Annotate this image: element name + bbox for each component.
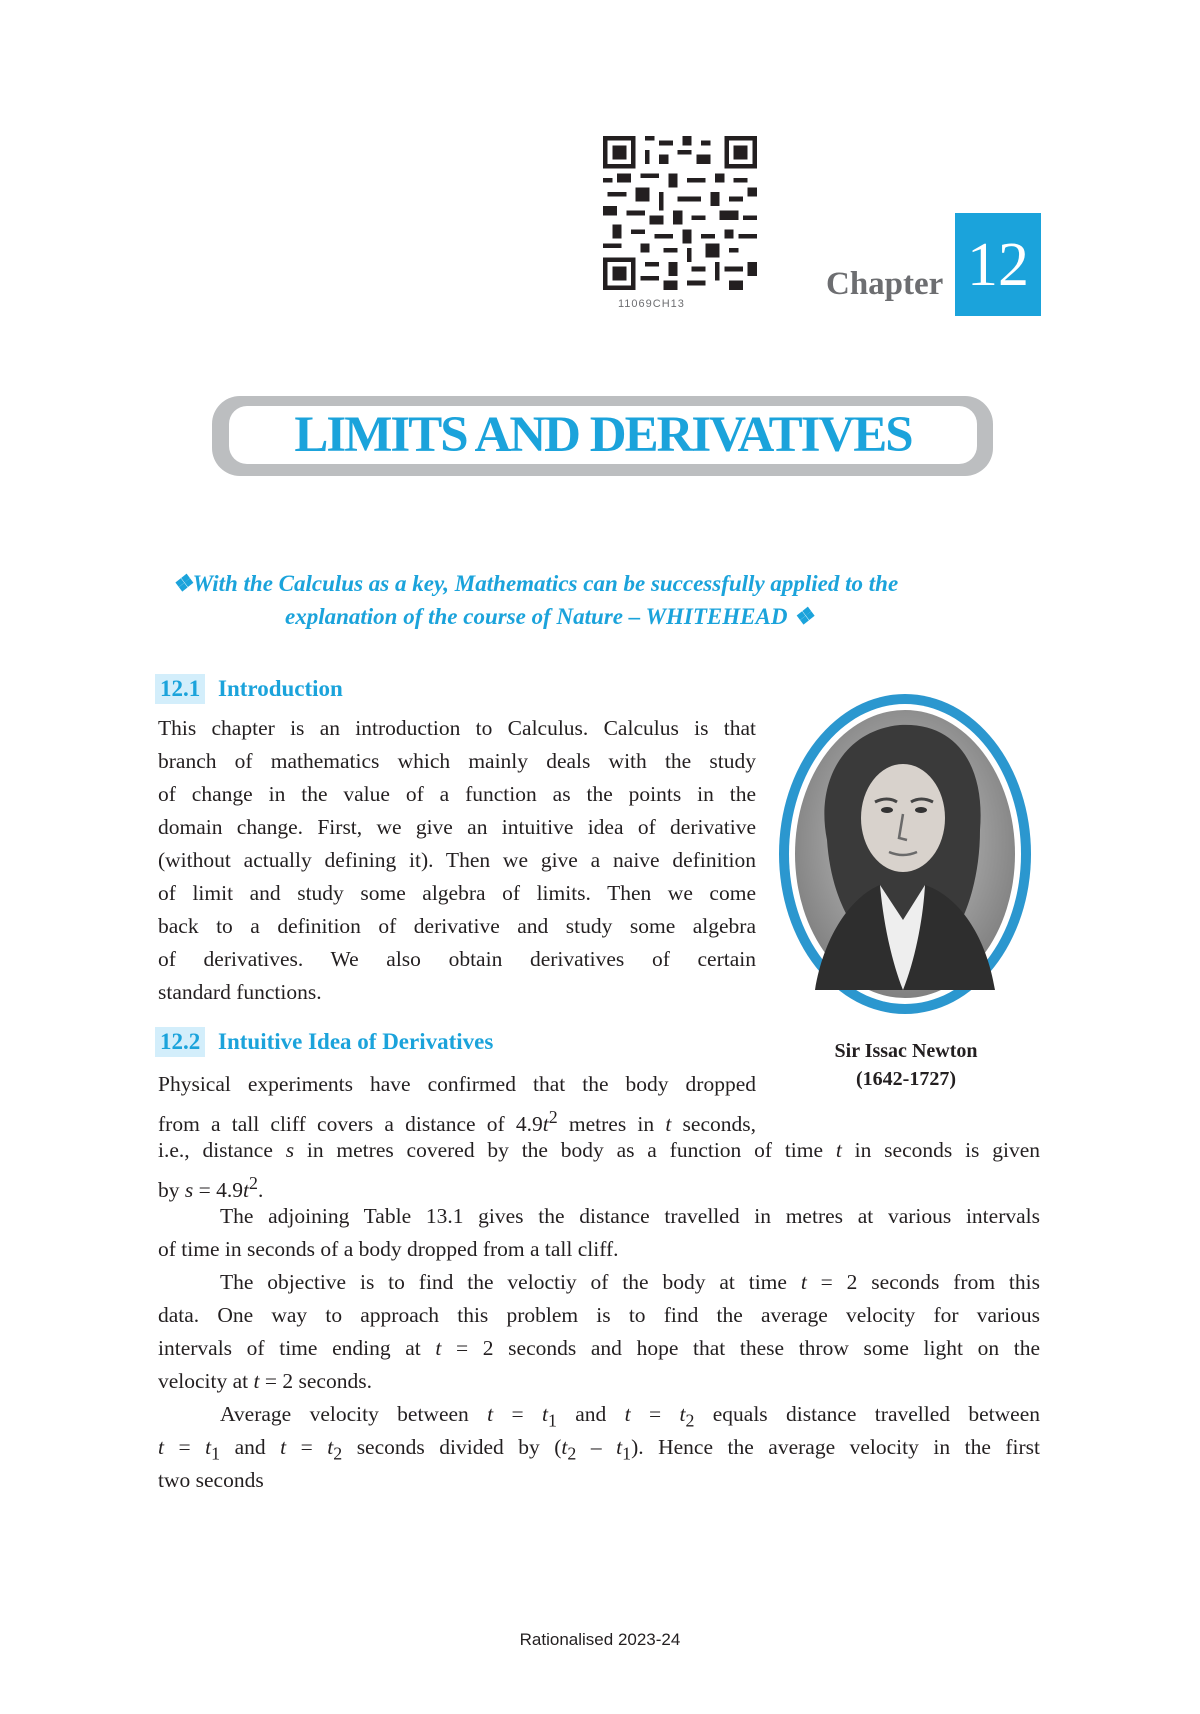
body-line: Average velocity between $t = t_1$ and $t = t_2$ equals distance travelled between xyxy=(220,1402,1040,1431)
newton-portrait-image xyxy=(775,690,1035,1018)
body-line: from a tall cliff covers a distance of $4.9t^2$ metres in t seconds, xyxy=(158,1107,756,1137)
qr-code-id: 11069CH13 xyxy=(618,298,685,310)
ornament-icon: ❖ xyxy=(793,604,814,629)
qr-code-image xyxy=(603,136,757,290)
body-line: back to a definition of derivative and study some algebra xyxy=(158,914,756,938)
chapter-title: LIMITS AND DERIVATIVES xyxy=(294,407,912,463)
body-line: data. One way to approach this problem is to find the average velocity for various xyxy=(158,1303,1040,1327)
section-number: 12.1 xyxy=(155,674,205,704)
body-line: of limit and study some algebra of limits. Then we come xyxy=(158,881,756,905)
portrait-caption-name: Sir Issac Newton xyxy=(834,1040,978,1062)
ornament-icon: ❖ xyxy=(172,571,193,596)
quote-line-1: ❖With the Calculus as a key, Mathematics can be successfully applied to the xyxy=(172,571,899,596)
section-heading: Introduction xyxy=(218,676,343,701)
body-line: domain change. First, we give an intuitive idea of derivative xyxy=(158,815,756,839)
body-line: two seconds xyxy=(158,1468,264,1492)
body-line: of change in the value of a function as the points in the xyxy=(158,782,756,806)
body-line: The objective is to find the veloctiy of the body at time t = 2 seconds from this xyxy=(220,1270,1040,1294)
portrait-caption-years: (1642-1727) xyxy=(856,1068,956,1090)
body-line: (without actually defining it). Then we give a naive definition xyxy=(158,848,756,872)
body-line: of time in seconds of a body dropped from a tall cliff. xyxy=(158,1237,619,1261)
body-line: $t = t_1$ and $t = t_2$ seconds divided by $(t_2 - t_1)$. Hence the average velocity in the first xyxy=(158,1435,1040,1464)
body-line: of derivatives. We also obtain derivatives of certain xyxy=(158,947,756,971)
body-line: velocity at t = 2 seconds. xyxy=(158,1369,372,1393)
body-line: i.e., distance s in metres covered by the body as a function of time t in seconds is given xyxy=(158,1138,1040,1162)
page-footer: Rationalised 2023-24 xyxy=(519,1630,681,1649)
quote-line-2: explanation of the course of Nature – WHITEHEAD ❖ xyxy=(285,604,814,629)
body-line: This chapter is an introduction to Calculus. Calculus is that xyxy=(158,716,756,740)
chapter-label: Chapter xyxy=(826,266,944,302)
body-line: by $s = 4.9t^2$. xyxy=(158,1173,264,1203)
section-number: 12.2 xyxy=(155,1027,205,1057)
body-line: standard functions. xyxy=(158,980,322,1004)
chapter-number: 12 xyxy=(955,213,1041,316)
body-line: The adjoining Table 13.1 gives the distance travelled in metres at various intervals xyxy=(220,1204,1040,1228)
body-line: branch of mathematics which mainly deals with the study xyxy=(158,749,756,773)
section-heading: Intuitive Idea of Derivatives xyxy=(218,1029,494,1054)
body-line: intervals of time ending at t = 2 seconds and hope that these throw some light on the xyxy=(158,1336,1040,1360)
body-line: Physical experiments have confirmed that the body dropped xyxy=(158,1072,756,1096)
